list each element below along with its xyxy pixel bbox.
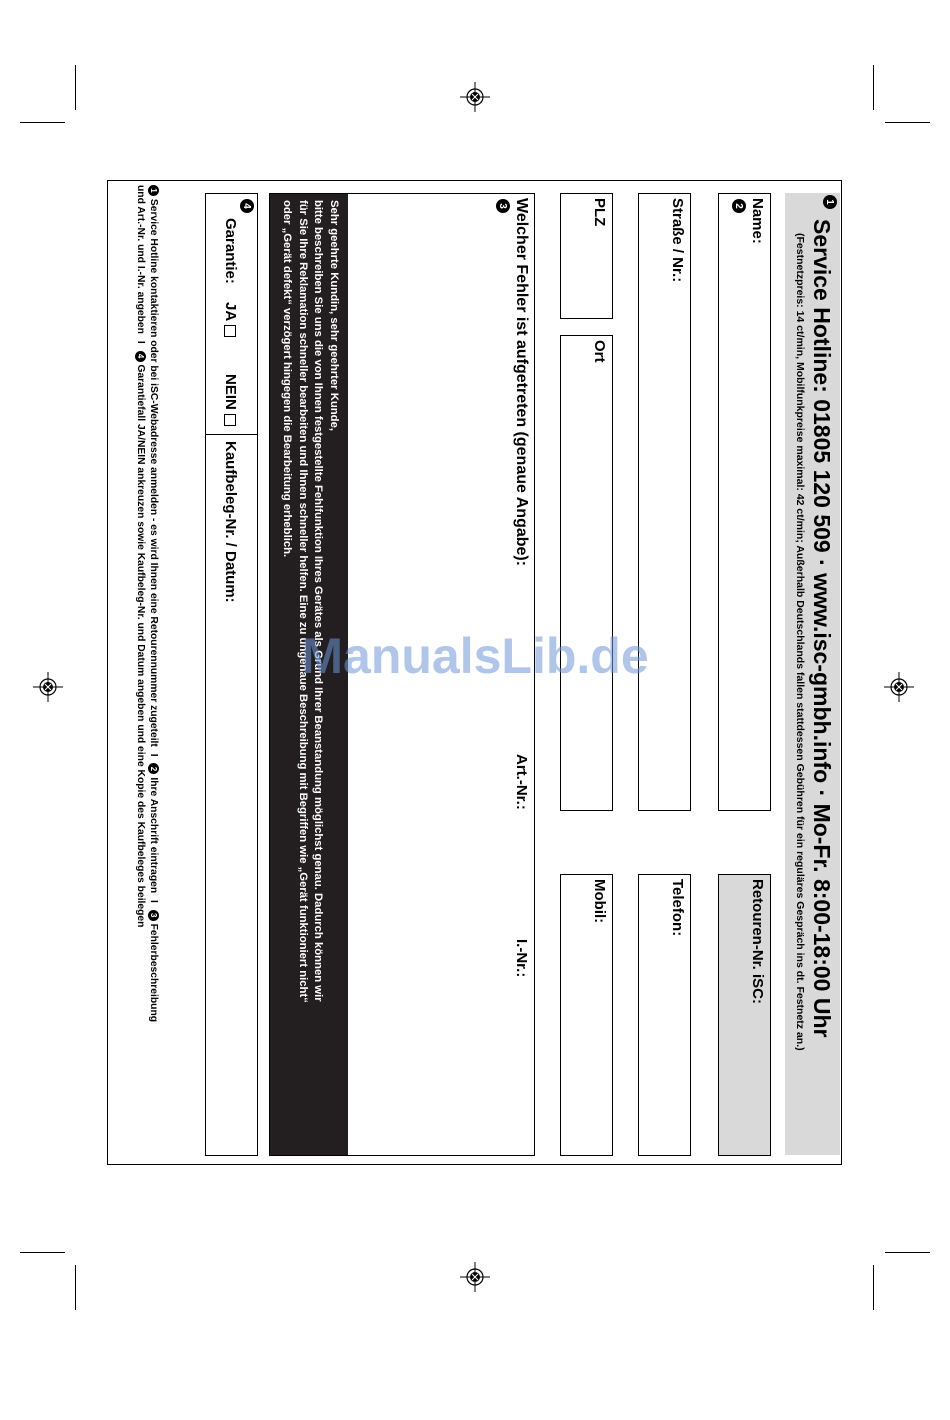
separator: I <box>148 753 159 757</box>
ort-label: Ort <box>591 340 608 363</box>
instruction-step-1: Service Hotline kontaktieren oder bei iSC-Webadresse anmelden - es wird Ihnen eine Retourennummer zugeteilt <box>148 198 159 747</box>
registration-mark-icon <box>33 672 63 702</box>
name-label: Name: <box>749 198 766 244</box>
step-marker: 3 <box>496 199 510 213</box>
i-nr-label: I.-Nr.: <box>513 939 530 978</box>
step-marker: 4 <box>135 351 146 362</box>
instructions-footer <box>134 185 160 1160</box>
warranty-divider <box>206 434 257 435</box>
step-marker: 3 <box>148 910 159 921</box>
notice-line: oder „Gerät defekt“ verzögert hingegen die Bearbeitung erheblich. <box>281 200 294 558</box>
notice-line: für Sie Ihre Reklamation schneller bearbeiten und Ihnen schneller helfen. Eine zu ungenaue Beschreibung mit Begriffen wie „Gerät funktioniert nicht“ <box>297 200 309 1003</box>
crop-mark <box>873 1265 874 1310</box>
retouren-number-field[interactable] <box>718 874 771 1156</box>
kaufbeleg-label: Kaufbeleg-Nr. / Datum: <box>222 441 239 603</box>
registration-mark-icon <box>460 82 490 112</box>
crop-mark <box>20 1252 65 1253</box>
hotline-title: Service Hotline: 01805 120 509 · www.isc-gmbh.info · Mo-Fr. 8:00-18:00 Uhr <box>809 219 835 1038</box>
separator: I <box>135 340 146 344</box>
crop-mark <box>20 122 65 123</box>
plz-field[interactable] <box>560 193 613 319</box>
kaufbeleg-input[interactable] <box>206 614 257 1154</box>
street-label: Straße / Nr.: <box>669 198 686 283</box>
mobil-label: Mobil: <box>591 879 608 924</box>
hotline-subtitle: (Festnetzpreis: 14 ct/min, Mobilfunkpreise maximal: 42 ct/min; Außerhalb Deutschlands fallen stattdessen Gebühren für ein reguläres Gespräch ins dt. Festnetz an.) <box>794 233 806 1051</box>
crop-mark <box>885 1252 930 1253</box>
ja-option[interactable] <box>222 302 239 337</box>
ort-field[interactable] <box>560 335 613 811</box>
registration-mark-icon <box>884 672 914 702</box>
instructions-line-2 <box>134 185 147 1160</box>
crop-mark <box>75 65 76 110</box>
nein-label: NEIN <box>222 374 239 410</box>
nein-checkbox[interactable] <box>224 414 236 426</box>
art-nr-label: Art.-Nr.: <box>513 754 530 810</box>
manualslib-watermark: ManualsLib.de <box>301 628 649 684</box>
name-field[interactable] <box>718 193 771 811</box>
instructions-line-1 <box>147 185 160 1160</box>
service-form <box>107 180 842 1165</box>
instruction-step-2: Ihre Anschrift eintragen <box>148 777 159 894</box>
instruction-step-3b: und Art.-Nr. und I.-Nr. angeben <box>135 185 146 334</box>
plz-label: PLZ <box>591 198 608 227</box>
step-marker: 2 <box>148 763 159 774</box>
garantie-label: Garantie: <box>222 218 239 284</box>
telefon-field[interactable] <box>638 874 691 1156</box>
crop-mark <box>873 65 874 110</box>
notice-line: Sehr geehrte Kundin, sehr geehrter Kunde, <box>328 200 340 432</box>
instruction-step-3a: Fehlerbeschreibung <box>148 923 159 1023</box>
ja-label: JA <box>222 302 239 322</box>
ja-checkbox[interactable] <box>224 325 236 337</box>
step-marker: 2 <box>732 199 746 213</box>
fault-question: Welcher Fehler ist aufgetreten (genaue Angabe): <box>513 198 530 567</box>
registration-mark-icon <box>460 1262 490 1292</box>
step-marker: 4 <box>240 199 254 213</box>
telefon-label: Telefon: <box>669 879 686 937</box>
crop-mark <box>885 122 930 123</box>
customer-notice <box>270 194 348 1155</box>
separator: I <box>148 900 159 903</box>
crop-mark <box>75 1265 76 1310</box>
service-form-content <box>108 181 843 1166</box>
fault-description-field[interactable] <box>269 193 535 1156</box>
warranty-section <box>205 193 258 1156</box>
mobil-field[interactable] <box>560 874 613 1156</box>
nein-option[interactable] <box>222 374 239 426</box>
retouren-label: Retouren-Nr. iSC: <box>749 879 766 1005</box>
instruction-step-4: Garantiefall JA/NEIN ankreuzen sowie Kaufbeleg-Nr. und Datum angeben und eine Kopie des Kaufbeleges beilegen <box>135 364 146 928</box>
notice-line: bitte beschreiben Sie uns die von Ihnen festgestellte Fehlfunktion Ihres Gerätes als Grund Ihrer Beanstandung möglichst genau. Dadurch können wir <box>312 200 325 1002</box>
step-marker: 1 <box>148 185 159 196</box>
street-field[interactable] <box>638 193 691 811</box>
step-marker: 1 <box>823 195 837 209</box>
